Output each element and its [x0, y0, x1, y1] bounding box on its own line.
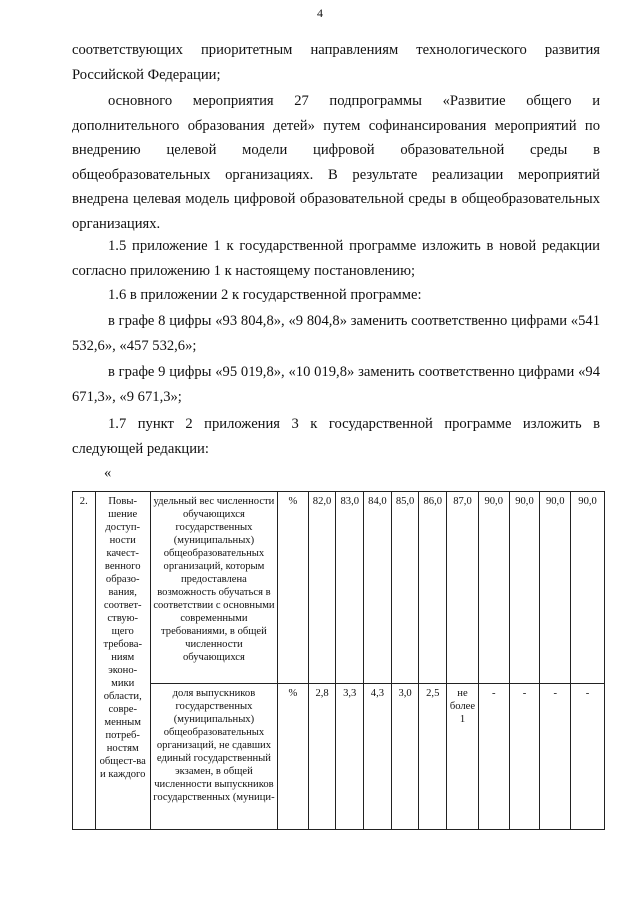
page-number: 4 [317, 6, 323, 20]
value-cell: 82,0 [308, 492, 336, 684]
value-cell: 90,0 [540, 492, 571, 684]
value-cell: 90,0 [509, 492, 540, 684]
paragraph-7: 1.7 пункт 2 приложения 3 к государственной программе изложить в следующей редакции: [72, 416, 600, 457]
value-cell: 86,0 [419, 492, 447, 684]
indicator-cell: удельный вес численности обучающихся государственных (муниципальных) общеобразовательных организаций, которым предоставлена возможность обучаться в соответствии с основными современными требованиями, в общей численности обучающихся [150, 492, 277, 684]
value-cell: - [571, 684, 605, 830]
table-row [73, 684, 605, 830]
unit-cell: % [277, 684, 308, 830]
value-cell: 3,0 [391, 684, 419, 830]
goal-cell: Повы-шение доступ-ности качест-венного образо-вания, соответ-ствую-щего требова-ниям эконо-мики области, совре-менным потреб-ностям общест-ва и каждого [95, 492, 150, 830]
paragraph-1: соответствующих приоритетным направлениям технологического развития Российской Федерации; [72, 42, 600, 83]
row-number-cell: 2. [73, 492, 96, 830]
value-cell: - [540, 684, 571, 830]
value-cell: - [509, 684, 540, 830]
paragraph-4: 1.6 в приложении 2 к государственной программе: [108, 287, 422, 303]
value-cell: 2,5 [419, 684, 447, 830]
value-cell: 83,0 [336, 492, 364, 684]
value-cell: 84,0 [364, 492, 392, 684]
paragraph-3: 1.5 приложение 1 к государственной программе изложить в новой редакции согласно приложению 1 к настоящему постановлению; [72, 238, 600, 279]
indicator-table [72, 491, 605, 830]
value-cell: - [478, 684, 509, 830]
opening-quote: « [104, 465, 112, 481]
value-cell: 3,3 [336, 684, 364, 830]
paragraph-5: в графе 8 цифры «93 804,8», «9 804,8» заменить соответственно цифрами «541 532,6», «457 532,6»; [72, 313, 600, 354]
indicator-cell: доля выпускников государственных (муниципальных) общеобразовательных организаций, не сдавших единый государственный экзамен, в общей численности выпускников государственных (муници- [150, 684, 277, 830]
value-cell: 85,0 [391, 492, 419, 684]
value-cell: 87,0 [447, 492, 479, 684]
table-row [73, 492, 605, 684]
paragraph-2: основного мероприятия 27 подпрограммы «Развитие общего и дополнительного образования детей» путем софинансирования мероприятий по внедрению целевой модели цифровой образовательной среды в общеобразовательных организациях. В результате реализации мероприятий внедрена целевая модель цифровой образовательной среды в общеобразовательных организациях. [72, 93, 600, 232]
value-cell: 90,0 [478, 492, 509, 684]
unit-cell: % [277, 492, 308, 684]
paragraph-6: в графе 9 цифры «95 019,8», «10 019,8» заменить соответственно цифрами «94 671,3», «9 671,3»; [72, 364, 600, 405]
value-cell: не более 1 [447, 684, 479, 830]
value-cell: 2,8 [308, 684, 336, 830]
value-cell: 4,3 [364, 684, 392, 830]
value-cell: 90,0 [571, 492, 605, 684]
